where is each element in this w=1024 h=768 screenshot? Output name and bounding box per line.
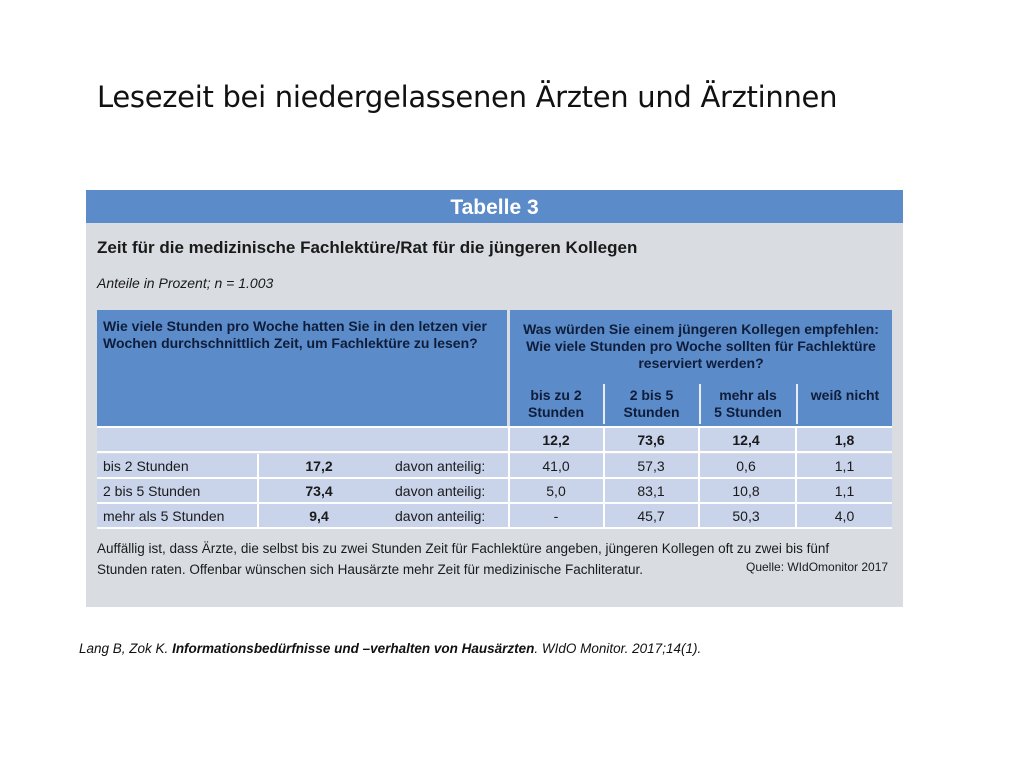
citation bbox=[79, 641, 701, 656]
row-divider bbox=[97, 451, 892, 453]
total-value: 12,4 bbox=[732, 432, 760, 448]
row-value: 41,0 bbox=[542, 458, 570, 474]
row-share: 73,4 bbox=[305, 483, 333, 499]
column-header-bis-2 bbox=[510, 383, 602, 425]
row-value: 57,3 bbox=[637, 458, 665, 474]
table-note-line: Auffällig ist, dass Ärzte, die selbst bis zu zwei Stunden Zeit für Fachlektüre angeben, jüngeren Kollegen oft zu zwei bis fünf bbox=[97, 541, 830, 556]
row-value: 83,1 bbox=[637, 483, 665, 499]
row-value: 4,0 bbox=[834, 508, 855, 524]
right-question-header bbox=[510, 310, 892, 426]
right-question-line: reserviert werden? bbox=[638, 355, 764, 371]
table-row bbox=[97, 479, 892, 502]
column-header-line: weiß nicht bbox=[810, 387, 880, 403]
row-value: 50,3 bbox=[732, 508, 760, 524]
row-share: 9,4 bbox=[309, 508, 329, 524]
table-source: Quelle: WIdOmonitor 2017 bbox=[746, 560, 889, 574]
table-title: Zeit für die medizinische Fachlektüre/Rat für die jüngeren Kollegen bbox=[97, 238, 638, 257]
column-divider bbox=[603, 428, 605, 529]
column-divider bbox=[698, 428, 700, 529]
column-divider bbox=[257, 454, 259, 529]
column-header-line: Stunden bbox=[623, 404, 680, 420]
column-header-line: mehr als bbox=[719, 387, 777, 403]
citation-title: Informationsbedürfnisse und –verhalten von Hausärzten bbox=[172, 641, 535, 656]
row-value: 1,1 bbox=[834, 458, 855, 474]
row-share: 17,2 bbox=[305, 458, 333, 474]
table-row bbox=[97, 504, 892, 527]
column-divider bbox=[795, 428, 797, 529]
column-divider bbox=[508, 428, 510, 529]
slide-title: Lesezeit bei niedergelassenen Ärzten und Ärztinnen bbox=[97, 80, 838, 114]
total-value: 1,8 bbox=[834, 432, 855, 448]
column-header-weiss-nicht bbox=[798, 383, 892, 425]
right-question bbox=[510, 321, 892, 372]
row-label: mehr als 5 Stunden bbox=[103, 508, 225, 524]
row-label: 2 bis 5 Stunden bbox=[103, 483, 201, 499]
column-header-line: Stunden bbox=[528, 404, 584, 420]
row-davon-label: davon anteilig: bbox=[395, 458, 486, 474]
row-value: 5,0 bbox=[546, 483, 566, 499]
row-value: 0,6 bbox=[736, 458, 756, 474]
column-header-line: bis zu 2 bbox=[530, 387, 582, 403]
table-note-line: Stunden raten. Offenbar wünschen sich Hausärzte mehr Zeit für medizinische Fachliteratur. bbox=[97, 562, 644, 577]
table-label: Tabelle 3 bbox=[86, 190, 903, 223]
right-question-line: Was würden Sie einem jüngeren Kollegen empfehlen: bbox=[523, 321, 879, 337]
row-value: 45,7 bbox=[637, 508, 665, 524]
table-subtitle: Anteile in Prozent; n = 1.003 bbox=[97, 275, 274, 291]
table-row bbox=[97, 454, 892, 477]
left-question-line: Wochen durchschnittlich Zeit, um Fachlektüre zu lesen? bbox=[103, 335, 478, 351]
row-value: 1,1 bbox=[834, 483, 855, 499]
row-davon-label: davon anteilig: bbox=[395, 483, 486, 499]
citation-authors: Lang B, Zok K. bbox=[79, 641, 173, 656]
citation-journal: . WIdO Monitor. 2017;14(1). bbox=[534, 641, 702, 656]
column-header-line: 5 Stunden bbox=[714, 404, 782, 420]
row-davon-label: davon anteilig: bbox=[395, 508, 486, 524]
row-divider bbox=[97, 527, 892, 529]
row-value: 10,8 bbox=[732, 483, 760, 499]
left-question-line: Wie viele Stunden pro Woche hatten Sie in den letzen vier bbox=[103, 318, 487, 334]
row-value: - bbox=[553, 508, 559, 524]
column-header-2-bis-5 bbox=[605, 383, 698, 425]
row-label: bis 2 Stunden bbox=[103, 458, 189, 474]
totals-row bbox=[97, 428, 892, 451]
column-header-mehr-als-5 bbox=[701, 383, 795, 425]
right-question-line: Wie viele Stunden pro Woche sollten für Fachlektüre bbox=[526, 338, 876, 354]
column-header-line: 2 bis 5 bbox=[629, 387, 674, 403]
left-question-header bbox=[97, 310, 507, 426]
table-figure bbox=[86, 190, 903, 607]
total-value: 73,6 bbox=[637, 432, 665, 448]
total-value: 12,2 bbox=[542, 432, 570, 448]
